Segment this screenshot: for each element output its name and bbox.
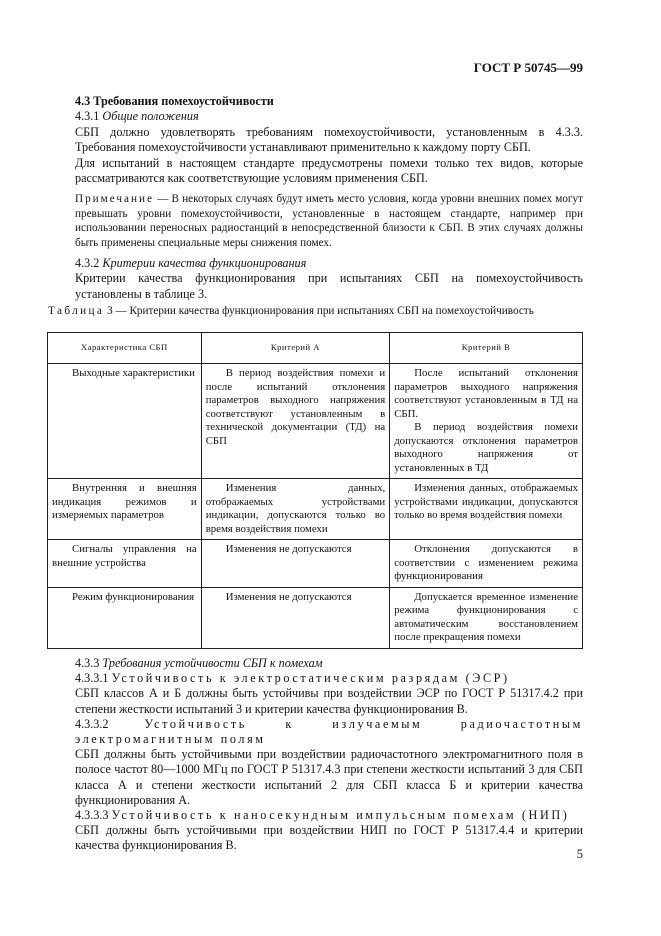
cell-text: После испытаний отклонения параметров выходного напряжения соответствуют установленным в ТД на СБП. — [394, 367, 578, 420]
cell-criterion-b: Отклонения допускаются в соответствии с изменением режима функционирования — [390, 540, 583, 588]
table-row — [48, 587, 583, 648]
table-row — [48, 540, 583, 588]
cell-criterion-a: В период воздействия помехи и после испытаний отклонения параметров выходного напряжения соответствуют установленным в технической документации (ТД) на СБП — [201, 364, 390, 479]
subsection-number: 4.3.1 — [75, 109, 100, 124]
clause-4-3-3-1-heading — [75, 671, 583, 686]
subsection-number: 4.3.2 — [75, 256, 100, 271]
cell-criterion-b — [390, 364, 583, 479]
cell-characteristic: Режим функционирования — [48, 587, 202, 648]
paragraph: Для испытаний в настоящем стандарте предусмотрены помехи только тех видов, которые рассматриваются как соответствующие условиям применения СБП. — [75, 155, 583, 186]
clause-title: Устойчивость к наносекундным импульсным помехам (НИП) — [111, 808, 570, 823]
subsection-4-3-3-heading — [75, 656, 583, 671]
clause-number: 4.3.3.2 — [75, 716, 109, 731]
table-header-row — [48, 333, 583, 364]
page-number: 5 — [576, 847, 583, 861]
cell-criterion-b: Изменения данных, отображаемых устройствами индикации, допускаются только во время воздействия помехи — [390, 479, 583, 540]
cell-characteristic: Внутренняя и внешняя индикация режимов и измеряемых параметров — [48, 479, 202, 540]
cell-criterion-b: Допускается временное изменение режима функционирования с автоматическим восстановлением после прекращения помехи — [390, 587, 583, 648]
cell-criterion-a: Изменения данных, отображаемых устройствами индикации, допускаются только во время воздействия помехи — [201, 479, 390, 540]
clause-title: Устойчивость к электростатическим разрядам (ЭСР) — [111, 671, 510, 686]
paragraph: СБП классов А и Б должны быть устойчивы при воздействии ЭСР по ГОСТ Р 51317.4.2 при степени жесткости испытаний 3 и критерии качества функционирования В. — [75, 686, 583, 716]
table-caption-text: 3 — Критерии качества функционирования при испытаниях СБП на помехоустойчивость — [104, 305, 534, 317]
note-label: Примечание — [75, 193, 154, 206]
subsection-4-3-2-heading — [75, 256, 583, 271]
paragraph: СБП должно удовлетворять требованиям помехоустойчивости, установленным в 4.3.3. Требования помехоустойчивости устанавливают применительно к каждому порту СБП. — [75, 124, 583, 155]
paragraph: Критерии качества функционирования при испытаниях СБП на помехоустойчивость установлены в таблице 3. — [75, 271, 583, 301]
paragraph: СБП должны быть устойчивыми при воздействии НИП по ГОСТ Р 51317.4.4 и критерии качества функционирования В. — [75, 823, 583, 853]
clause-4-3-3-3-heading — [75, 808, 583, 823]
section-title: 4.3 Требования помехоустойчивости — [75, 94, 274, 108]
table-row — [48, 364, 583, 479]
subsection-4-3-1-heading — [75, 109, 583, 124]
criteria-table — [47, 332, 583, 649]
cell-text: В период воздействия помехи допускаются отклонения параметров выходного напряжения от установленных в ТД — [394, 421, 578, 474]
cell-characteristic: Сигналы управления на внешние устройства — [48, 540, 202, 588]
subsection-number: 4.3.3 — [75, 656, 100, 670]
section-4-3-3 — [75, 656, 583, 854]
note-text: — В некоторых случаях будут иметь место условия, когда уровни внешних помех могут превышать уровни помехоустойчивости, установленные в настоящем стандарте, например при использовании переносных радиостанций в непосредственной близости к СБП. В этих случаях должны быть применены специальные меры снижения помех. — [75, 193, 583, 249]
cell-criterion-a: Изменения не допускаются — [201, 540, 390, 588]
standard-code-header: ГОСТ Р 50745—99 — [473, 60, 583, 75]
subsection-title: Общие положения — [102, 109, 199, 124]
table-caption-label: Таблица — [48, 305, 105, 317]
header-criterion-b: Критерий В — [390, 333, 583, 364]
cell-characteristic: Выходные характеристики — [48, 364, 202, 479]
clause-title: Устойчивость к излучаемым радиочастотным электромагнитным полям — [75, 716, 583, 747]
note — [75, 192, 583, 250]
subsection-title: Критерии качества функционирования — [102, 256, 307, 271]
subsection-title: Требования устойчивости СБП к помехам — [102, 656, 323, 670]
header-characteristic: Характеристика СБП — [48, 333, 202, 364]
header-criterion-a: Критерий А — [201, 333, 390, 364]
table-caption — [48, 305, 588, 317]
clause-number: 4.3.3.1 — [75, 671, 109, 686]
clause-4-3-3-2-heading — [75, 717, 583, 747]
section-4-3 — [75, 94, 583, 302]
paragraph: СБП должны быть устойчивыми при воздействии радиочастотного электромагнитного поля в полосе частот 80—1000 МГц по ГОСТ Р 51317.4.3 при степени жесткости испытаний 3 для СБП класса А и степени жесткости испытаний 2 для СБП класса Б и критерии качества функционирования А. — [75, 747, 583, 807]
cell-criterion-a: Изменения не допускаются — [201, 587, 390, 648]
table-row — [48, 479, 583, 540]
clause-number: 4.3.3.3 — [75, 808, 109, 823]
